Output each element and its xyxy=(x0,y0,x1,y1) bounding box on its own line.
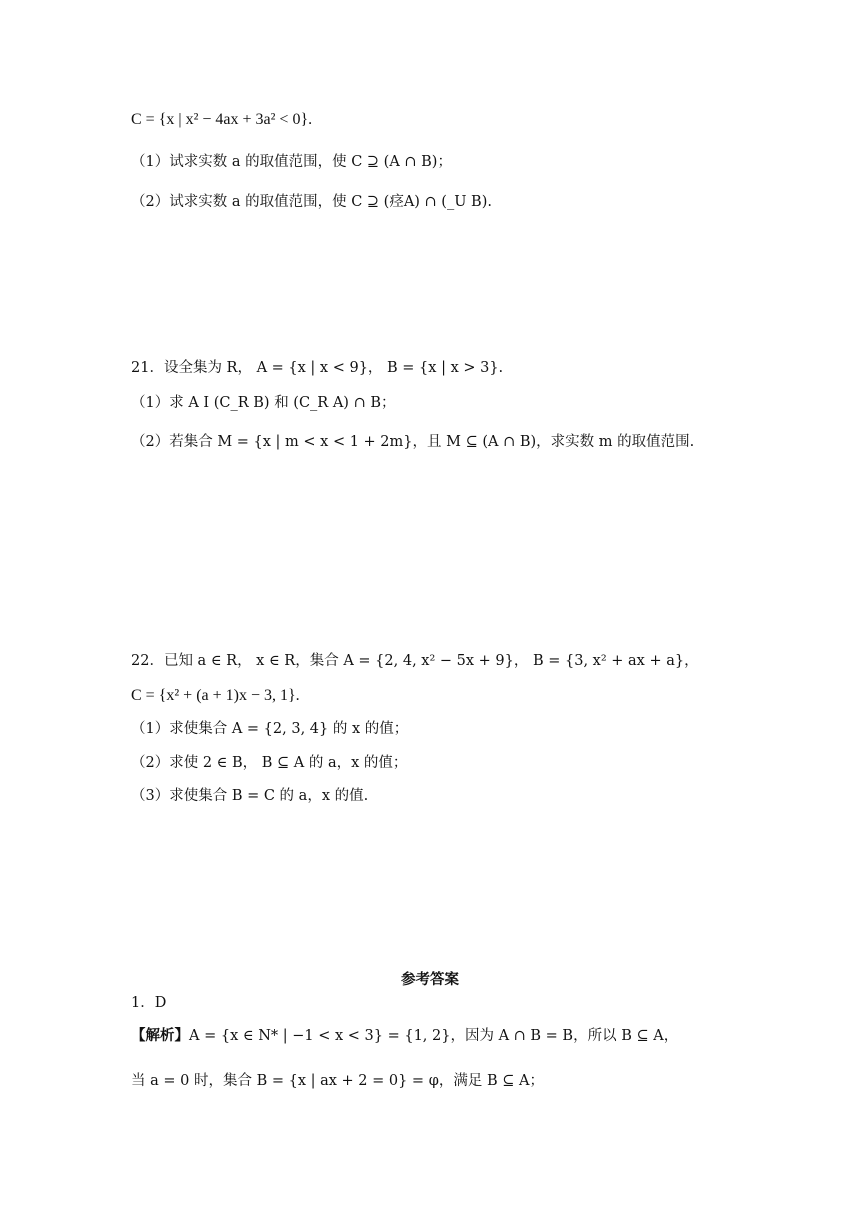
q22-stem: 22．已知 a ∈ R， x ∈ R，集合 A = {2, 4, x² − 5x + 9}， B = {3, x² + ax + a}， xyxy=(131,653,699,669)
q20-part2: （2）试求实数 a 的取值范围，使 C ⊇ (痉A) ∩ (_U B). xyxy=(131,194,492,210)
q21-part1: （1）求 A I (C_R B) 和 (C_R A) ∩ B； xyxy=(131,395,396,411)
q22-set-c: C = {x² + (a + 1)x − 3, 1}. xyxy=(131,687,300,704)
q22-part2: （2）求使 2 ∈ B， B ⊆ A 的 a，x 的值； xyxy=(131,755,408,771)
analysis-line-2: 当 a = 0 时，集合 B = {x | ax + 2 = 0} = φ，满足 B ⊆ A； xyxy=(131,1073,544,1089)
answer-item-1: 1．D xyxy=(131,995,167,1011)
q21-stem: 21．设全集为 R， A = {x | x < 9}， B = {x | x > 3}. xyxy=(131,360,504,376)
analysis-text: A = {x ∈ N* | −1 < x < 3} = {1, 2}，因为 A ∩ B = B，所以 B ⊆ A， xyxy=(189,1028,679,1044)
answers-heading: 参考答案 xyxy=(401,971,459,988)
q22-part3: （3）求使集合 B = C 的 a，x 的值. xyxy=(131,788,369,804)
analysis-label: 【解析】 xyxy=(131,1027,189,1044)
q21-part2: （2）若集合 M = {x | m < x < 1 + 2m}，且 M ⊆ (A ∩ B)，求实数 m 的取值范围. xyxy=(131,434,695,450)
q20-part1: （1）试求实数 a 的取值范围，使 C ⊇ (A ∩ B)； xyxy=(131,154,452,170)
q22-part1: （1）求使集合 A = {2, 3, 4} 的 x 的值； xyxy=(131,721,409,737)
q20-set-c: C = {x | x² − 4ax + 3a² < 0}. xyxy=(131,111,313,128)
analysis-line-1 xyxy=(131,1026,800,1046)
